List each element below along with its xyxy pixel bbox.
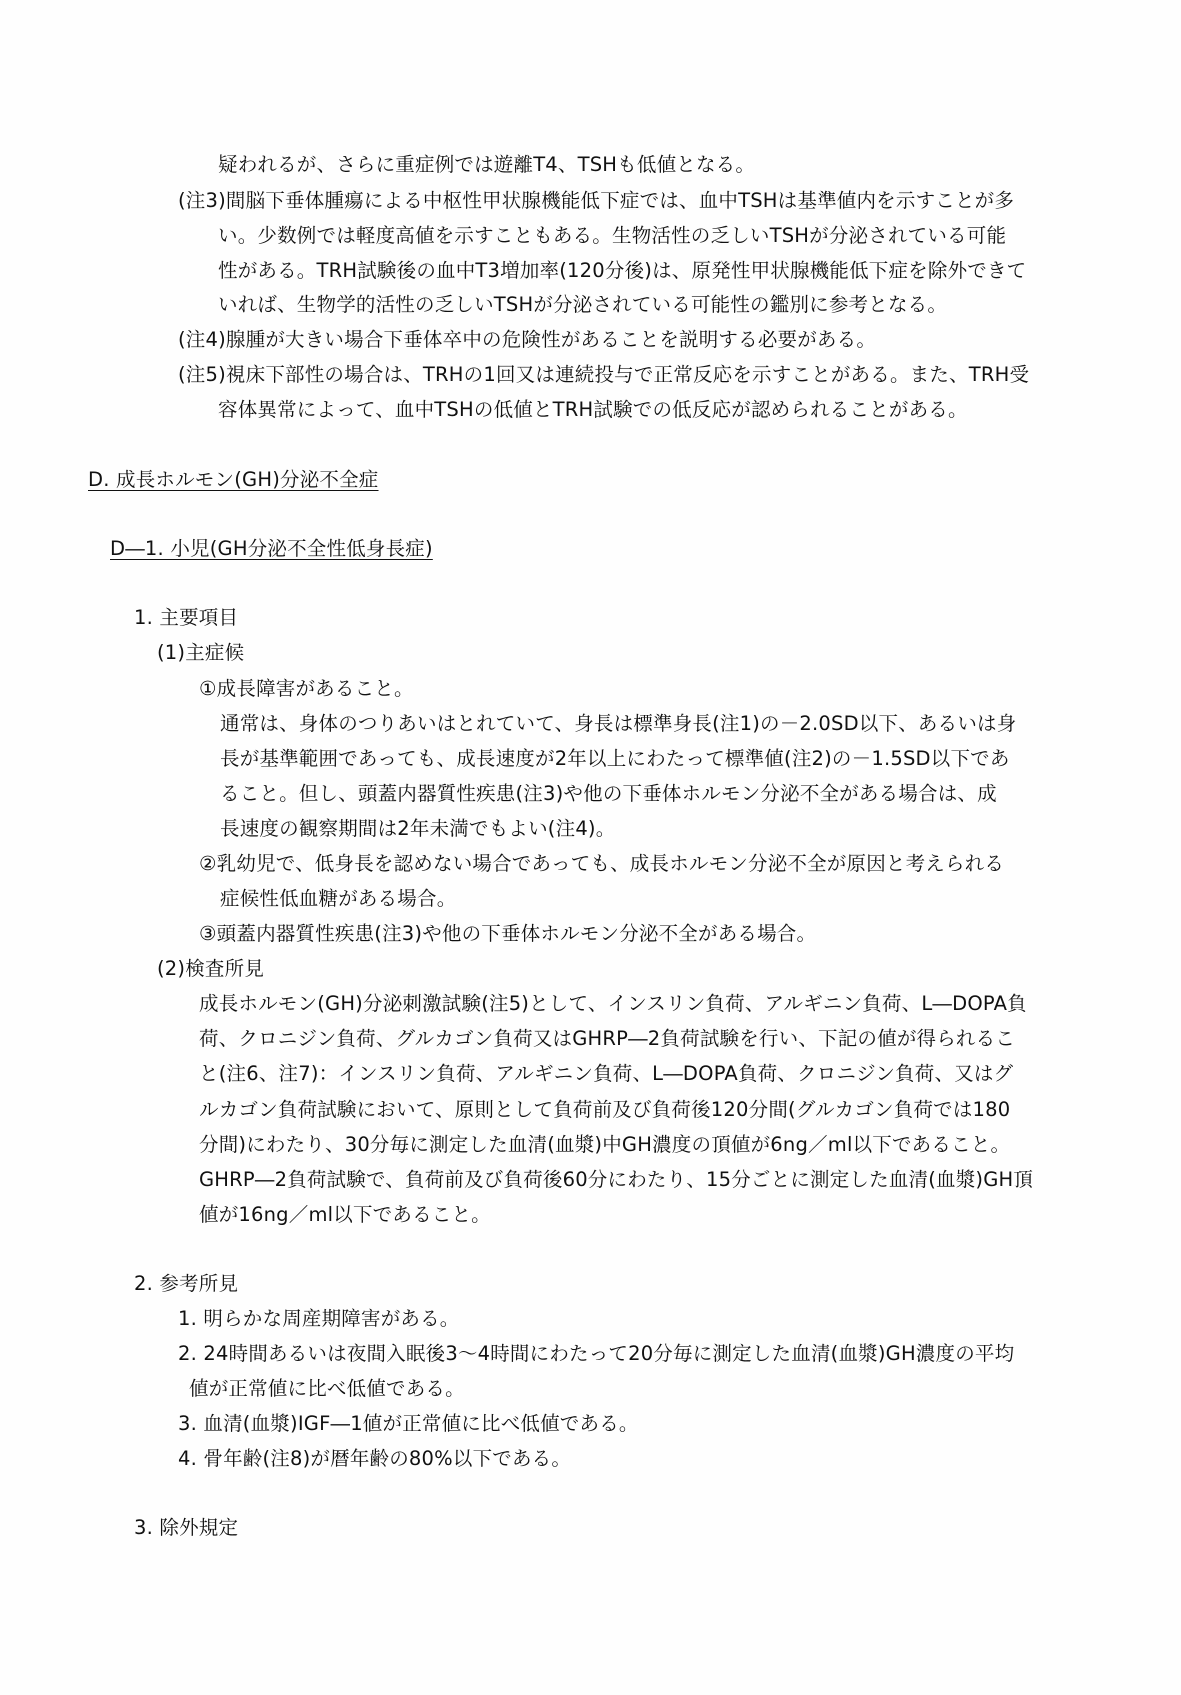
symptom-item-1-line-3: ること。但し、頭蓋内器質性疾患(注3)や他の下垂体ホルモン分泌不全がある場合は、成 <box>220 782 997 805</box>
findings-line-7: 値が16ng／ml以下であること。 <box>199 1203 491 1226</box>
findings-heading: (2)検査所見 <box>157 957 265 980</box>
symptoms-heading: (1)主症候 <box>157 641 245 664</box>
symptom-item-1-line-4: 長速度の観察期間は2年未満でもよい(注4)。 <box>220 817 616 840</box>
note-5-line-1: (注5)視床下部性の場合は、TRHの1回又は連続投与で正常反応を示すことがある。また、TRH受 <box>178 363 1030 386</box>
reference-heading: 2. 参考所見 <box>134 1272 239 1295</box>
section-d-heading: D. 成長ホルモン(GH)分泌不全症 <box>88 468 379 491</box>
note-3-line-2: い。少数例では軽度高値を示すこともある。生物活性の乏しいTSHが分泌されている可能 <box>218 224 1007 247</box>
findings-line-4: ルカゴン負荷試験において、原則として負荷前及び負荷後120分間(グルカゴン負荷では180 <box>199 1098 1011 1121</box>
continuation-text: 疑われるが、さらに重症例では遊離T4、TSHも低値となる。 <box>218 153 756 176</box>
findings-line-6: GHRP―2負荷試験で、負荷前及び負荷後60分にわたり、15分ごとに測定した血清(血漿)GH頂 <box>199 1168 1034 1191</box>
note-4-line-1: (注4)腺腫が大きい場合下垂体卒中の危険性があることを説明する必要がある。 <box>178 328 877 351</box>
reference-item-3: 3. 血清(血漿)IGF―1値が正常値に比べ低値である。 <box>178 1412 639 1435</box>
symptom-item-2-line-1: 症候性低血糖がある場合。 <box>220 887 457 910</box>
findings-line-5: 分間)にわたり、30分毎に測定した血清(血漿)中GH濃度の頂値が6ng／ml以下であること。 <box>199 1133 1011 1156</box>
note-3-line-1: (注3)間脳下垂体腫瘍による中枢性甲状腺機能低下症では、血中TSHは基準値内を示すことが多 <box>178 189 1015 212</box>
symptom-item-3-label: ③頭蓋内器質性疾患(注3)や他の下垂体ホルモン分泌不全がある場合。 <box>199 922 817 945</box>
exclusion-heading: 3. 除外規定 <box>134 1516 239 1539</box>
symptom-item-1-line-1: 通常は、身体のつりあいはとれていて、身長は標準身長(注1)の－2.0SD以下、あるいは身 <box>220 712 1017 735</box>
note-5-line-2: 容体異常によって、血中TSHの低値とTRH試験での低反応が認められることがある。 <box>218 398 968 421</box>
reference-item-1: 1. 明らかな周産期障害がある。 <box>178 1307 460 1330</box>
reference-item-4: 4. 骨年齢(注8)が暦年齢の80%以下である。 <box>178 1447 572 1470</box>
note-3-line-4: いれば、生物学的活性の乏しいTSHが分泌されている可能性の鑑別に参考となる。 <box>218 293 948 316</box>
reference-item-2-line-2: 値が正常値に比べ低値である。 <box>189 1377 465 1400</box>
subsection-d1-heading: D―1. 小児(GH分泌不全性低身長症) <box>110 537 433 560</box>
symptom-item-1-line-2: 長が基準範囲であっても、成長速度が2年以上にわたって標準値(注2)の－1.5SD以下であ <box>220 747 1010 770</box>
symptom-item-2-label: ②乳幼児で、低身長を認めない場合であっても、成長ホルモン分泌不全が原因と考えられる <box>199 852 1005 875</box>
reference-item-2-line-1: 2. 24時間あるいは夜間入眠後3～4時間にわたって20分毎に測定した血清(血漿)GH濃度の平均 <box>178 1342 1015 1365</box>
findings-line-2: 荷、クロニジン負荷、グルカゴン負荷又はGHRP―2負荷試験を行い、下記の値が得られるこ <box>199 1027 1016 1050</box>
findings-line-1: 成長ホルモン(GH)分泌刺激試験(注5)として、インスリン負荷、アルギニン負荷、L―DOPA負 <box>199 992 1027 1015</box>
symptom-item-1-label: ①成長障害があること。 <box>199 677 414 700</box>
main-items-heading: 1. 主要項目 <box>134 606 239 629</box>
findings-line-3: と(注6、注7)：インスリン負荷、アルギニン負荷、L―DOPA負荷、クロニジン負荷、又はグ <box>199 1062 1014 1085</box>
note-3-line-3: 性がある。TRH試験後の血中T3増加率(120分後)は、原発性甲状腺機能低下症を除外できて <box>218 259 1027 282</box>
